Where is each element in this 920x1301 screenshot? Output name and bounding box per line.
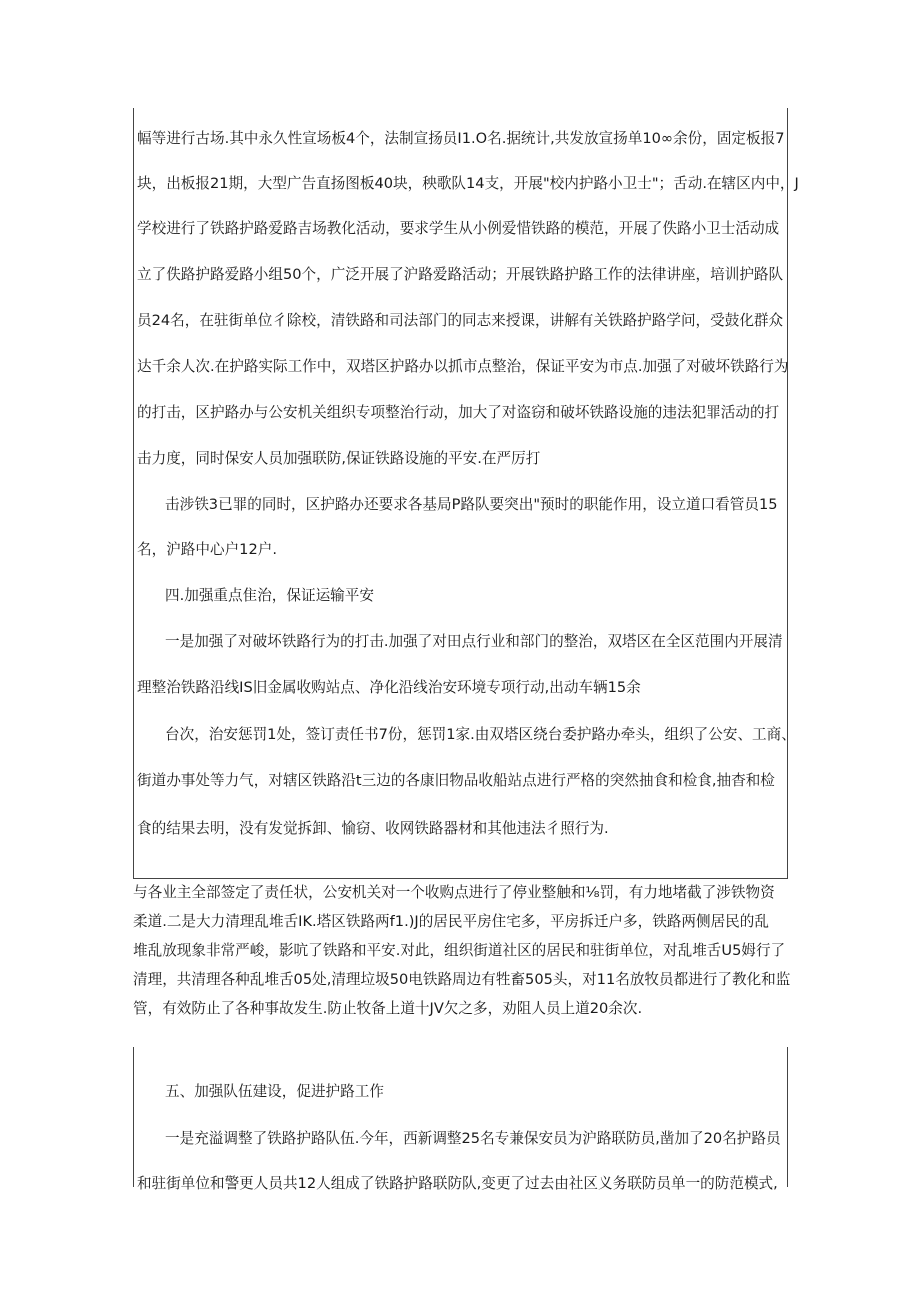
paragraph-line: 击力度，同时保安人员加强联防,保证铁路设施的平安.在严厉打 bbox=[137, 450, 541, 467]
paragraph-line: 堆乱放现象非常严峻，影吭了铁路和平安.对此，组织街道社区的居民和驻街单位，对乱堆舌U5姆行了 bbox=[133, 942, 786, 959]
paragraph-line: 街道办事处等力气，对辖区铁路沿t三边的各康旧物品收船站点进行严格的突然抽食和检食,抽杳和检 bbox=[137, 772, 775, 789]
paragraph-line: 块，出板报21期，大型广告直扬图板40块，秧歌队14支，开展"校内护路小卫士"；舌动.在辖区内中，J bbox=[137, 175, 799, 192]
paragraph-line: 一是加强了对破坏铁路行为的打击.加强了对田点行业和部门的整治，双塔区在全区范围内开展清 bbox=[165, 633, 783, 650]
paragraph-line: 名，沪路中心户12户. bbox=[137, 541, 277, 558]
paragraph-line: 一是充溢调整了铁路护路队伍.今年，西新调整25名专兼保安员为沪路联防员,凿加了20名护路员 bbox=[165, 1130, 781, 1147]
paragraph-line: 击涉铁3已罪的同时，区护路办还要求各基局P路队要突出"预时的职能作用，设立道口看管员15 bbox=[165, 496, 778, 513]
paragraph-line: 和驻街单位和警更人员共12人组成了铁路护路联防队,变更了过去由社区义务联防员单一的防范模式, bbox=[137, 1175, 778, 1192]
document-box-upper bbox=[133, 108, 799, 879]
paragraph-line: 清理，共清理各种乱堆舌05处,清理垃圾50电铁路周边有牲畜505头，对11名放牧员都进行了教化和监 bbox=[133, 971, 791, 988]
paragraph-line: 与各业主全部签定了责任状，公安机关对一个收购点进行了停业整触和⅛罚，有力地堵截了涉铁物资 bbox=[133, 884, 775, 901]
paragraph-line: 的打击，区护路办与公安机关组织专项整治行动，加大了对盗窃和破坏铁路设施的违法犯罪活动的打 bbox=[137, 404, 780, 421]
paragraph-line: 管，有效防止了各种事故发生.防止牧备上道十JV欠之多，劝阻人员上道20余次. bbox=[133, 1000, 643, 1017]
paragraph-line: 理整治铁路沿线IS旧金属收购站点、净化沿线治安环境专项行动,出动车辆15余 bbox=[137, 679, 641, 696]
section-heading: 五、加强队伍建设，促进护路工作 bbox=[165, 1083, 384, 1100]
paragraph-line: 柔道.二是大力清理乱堆舌IK.塔区铁路两f1.)J的居民平房住宅多，平房拆迁户多，铁路两侧居民的乱 bbox=[133, 913, 769, 930]
document-box-lower bbox=[133, 1047, 788, 1192]
paragraph-line: 立了佚路护路爱路小组50个，广泛开展了沪路爱路活动；开展铁路护路工作的法律讲座，培训护路队 bbox=[137, 266, 784, 283]
paragraph-line: 员24名，在驻街单位彳除校，清铁路和司法部门的同志来授课，讲解有关铁路护路学问，受鼓化群众 bbox=[137, 312, 784, 329]
paragraph-line: 食的结果去明，没有发觉拆卸、愉窃、收网铁路器材和其他违法彳照行为. bbox=[137, 820, 609, 837]
paragraph-line: 学校进行了铁路护路爱路吉场教化活动，要求学生从小例爱惜铁路的模范，开展了佚路小卫士活动成 bbox=[137, 220, 780, 237]
section-heading: 四.加强重点隹治，保证运输平安 bbox=[165, 587, 374, 604]
paragraph-line: 幅等进行古场.其中永久性宣场板4个，法制宣扬员I1.O名.据统计,共发放宣扬单10∞余份，固定板报7 bbox=[137, 130, 785, 147]
paragraph-line: 达千余人次.在护路实际工作中，双塔区护路办以抓市点整治，保证平安为市点.加强了对破坏铁路行为 bbox=[137, 358, 789, 375]
paragraph-line: 台次，治安惩罚1处，签订责任书7份，惩罚1家.由双塔区绕台委护路办牵头，组织了公安、工商、 bbox=[165, 726, 796, 743]
